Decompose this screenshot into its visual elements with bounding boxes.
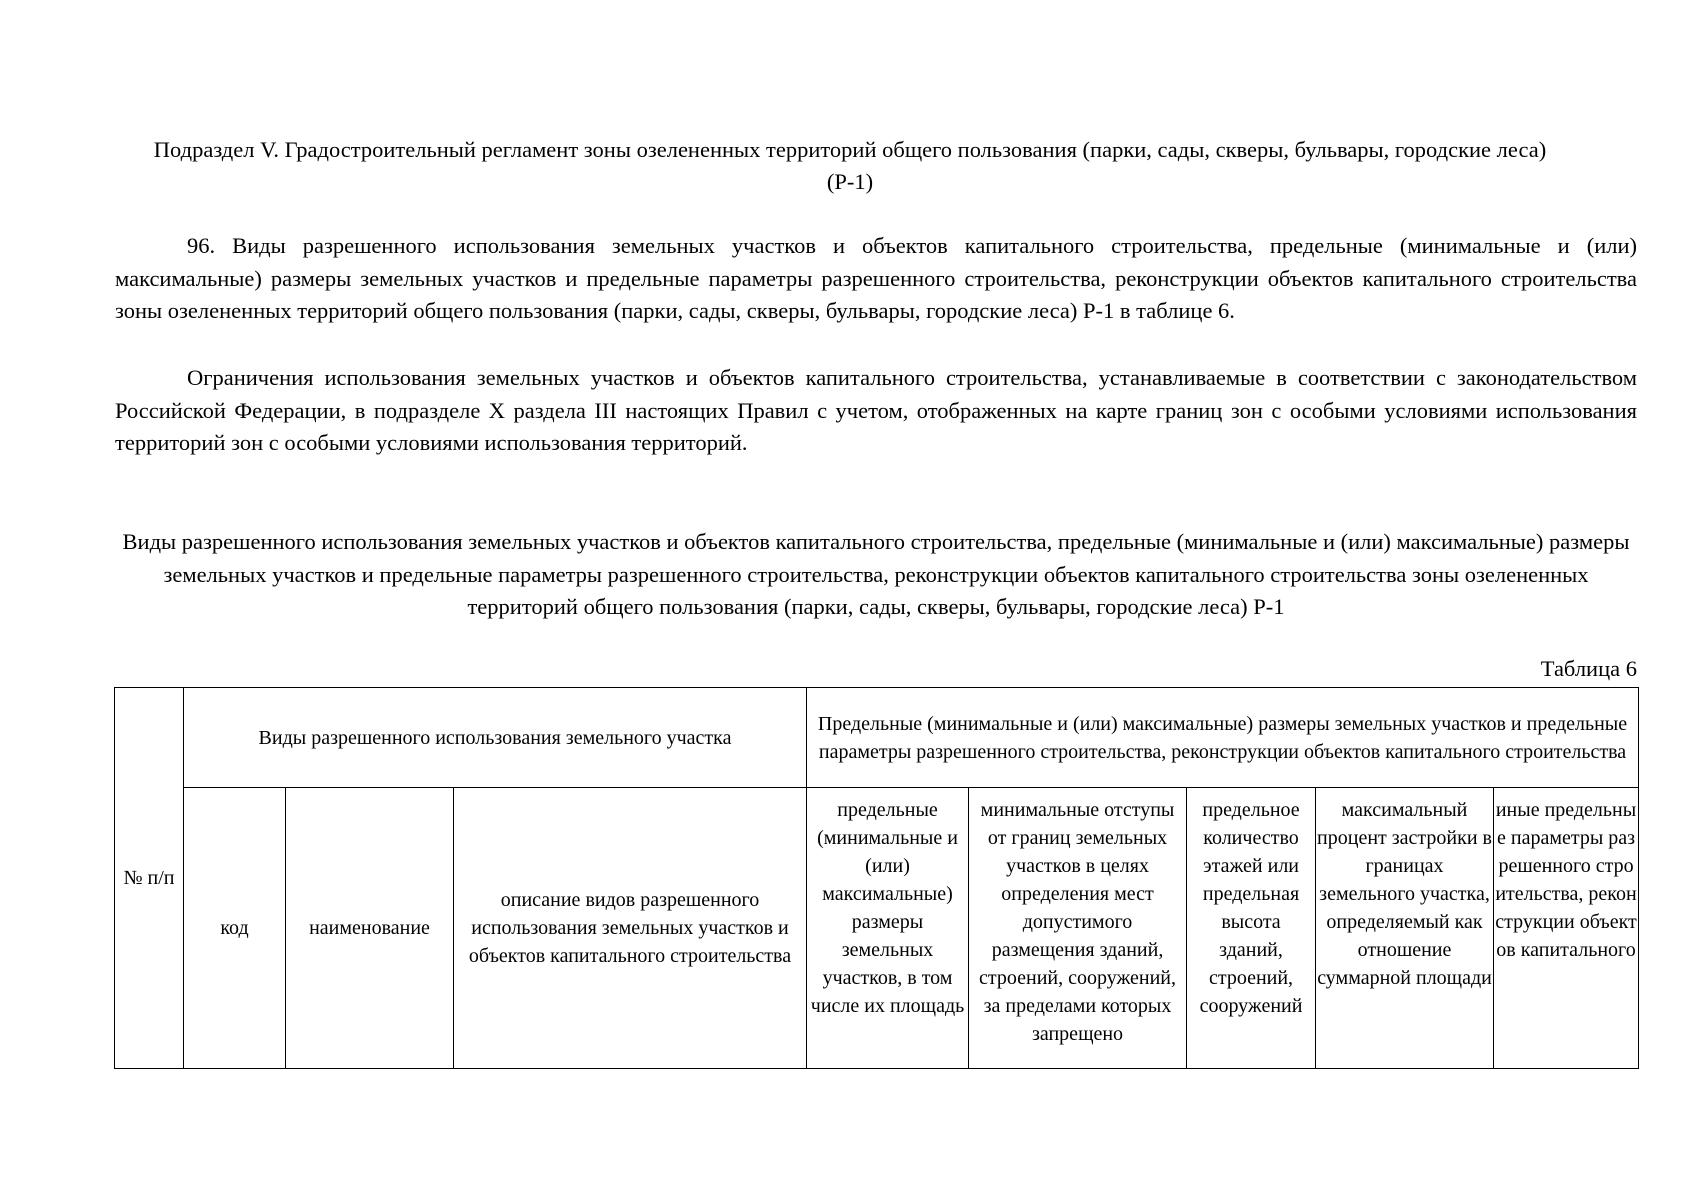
group-params-header: Предельные (минимальные и (или) максимальные) размеры земельных участков и предельные параметры разрешенного строительства, реконструкции объектов капитального строительства <box>807 688 1639 788</box>
col-setbacks-header: минимальные отступы от границ земельных участков в целях определения мест допустимого размещения зданий, строений, сооружений, за пределами которых запрещено <box>969 788 1187 1069</box>
paragraph-restrictions <box>115 362 1637 460</box>
col-code-header: код <box>184 788 286 1069</box>
col-name-header: наименование <box>286 788 454 1069</box>
paragraph-96 <box>115 230 1637 328</box>
col-other-header: иные предельные параметры разрешенного строительства, реконструкции объектов капитального <box>1494 788 1639 1069</box>
col-number-header: № п/п <box>115 688 184 1069</box>
col-coverage-header: максимальный процент застройки в границах земельного участка, определяемый как отношение суммарной площади <box>1316 788 1494 1069</box>
col-area-header: предельные (минимальные и (или) максимальные) размеры земельных участков, в том числе их площадь <box>807 788 969 1069</box>
table-label: Таблица 6 <box>1540 656 1637 681</box>
paragraph-96-text: 96. Виды разрешенного использования земельных участков и объектов капитального строительства, предельные (минимальные и (или) максимальные) размеры земельных участков и предельные параметры разрешенного строительства, реконструкции объектов капитального строительства зоны озелененных территорий общего пользования (парки, сады, скверы, бульвары, городские леса) Р-1 в таблице 6. <box>115 233 1637 323</box>
group-use-header: Виды разрешенного использования земельного участка <box>184 688 807 788</box>
regulation-table <box>114 687 1639 1069</box>
subsection-title: Подраздел V. Градостроительный регламент зоны озелененных территорий общего пользования (парки, сады, скверы, бульвары, городские леса) (Р-1) <box>153 137 1547 194</box>
col-floors-header: предельное количество этажей или предельная высота зданий, строений, сооружений <box>1187 788 1316 1069</box>
table-title: Виды разрешенного использования земельных участков и объектов капитального строительства, предельные (минимальные и (или) максимальные) размеры земельных участков и предельные параметры разрешенного строительства, реконструкции объектов капитального строительства зоны озелененных территорий общего пользования (парки, сады, скверы, бульвары, городские леса) Р-1 <box>122 529 1630 619</box>
paragraph-restrictions-text: Ограничения использования земельных участков и объектов капитального строительства, устанавливаемые в соответствии с законодательством Российской Федерации, в подразделе X раздела III настоящих Правил с учетом, отображенных на карте границ зон с особыми условиями использования территорий зон с особыми условиями использования территорий. <box>115 365 1637 455</box>
col-description-header: описание видов разрешенного использования земельных участков и объектов капитального строительства <box>454 788 807 1069</box>
